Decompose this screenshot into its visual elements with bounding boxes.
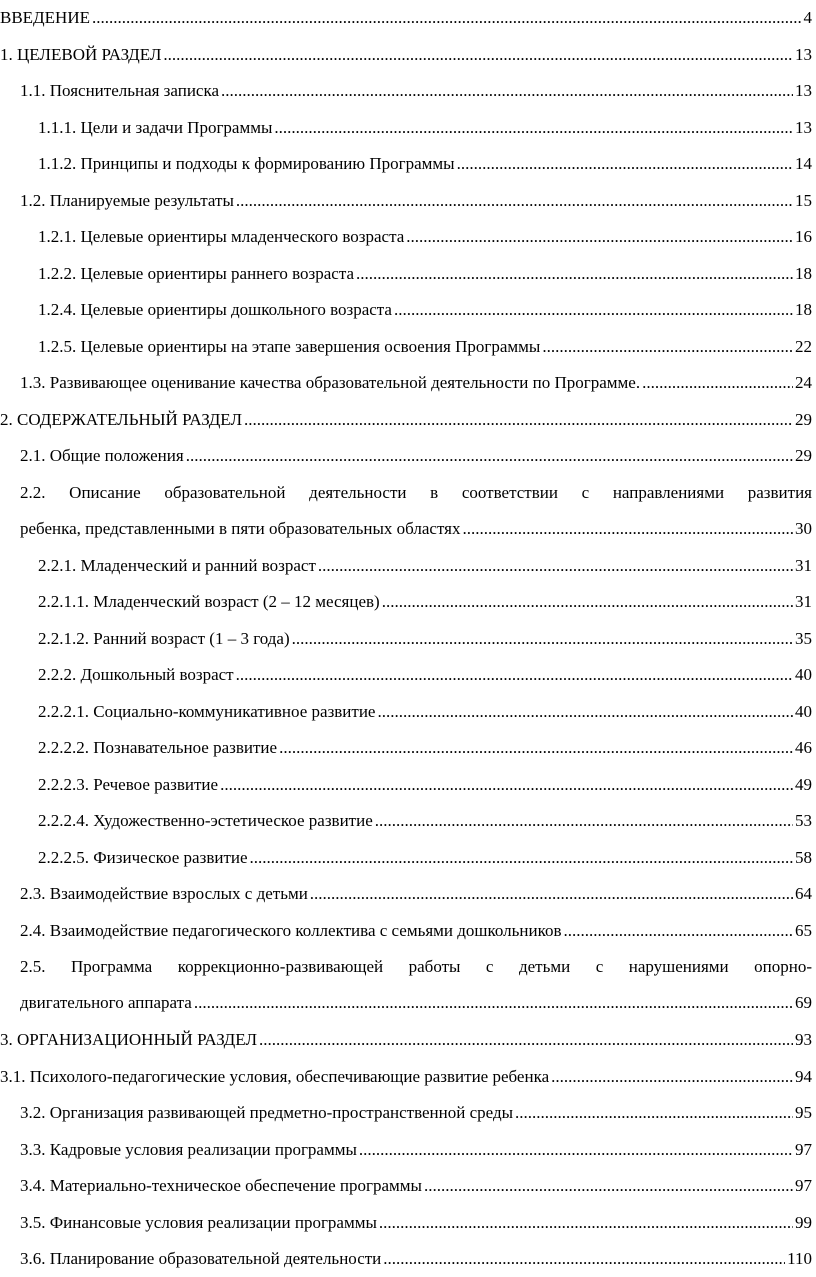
toc-page-number: 58	[795, 847, 812, 867]
toc-leader-dots	[221, 81, 793, 101]
toc-entry-title: 3.1. Психолого-педагогические условия, обеспечивающие развитие ребенка	[0, 1066, 550, 1086]
toc-entry-title-line: 2.2. Описание образовательной деятельности в соответствии с направлениями развития	[20, 482, 812, 502]
toc-entry[interactable]	[0, 438, 816, 474]
toc-entry-title: 3.5. Финансовые условия реализации программы	[20, 1212, 377, 1232]
toc-page-number: 16	[795, 227, 812, 246]
toc-page-number: 97	[795, 1176, 812, 1195]
toc-entry-title: 3.2. Организация развивающей предметно-пространственной среды	[20, 1103, 514, 1122]
toc-entry[interactable]	[0, 876, 816, 912]
toc-leader-dots	[236, 191, 793, 211]
toc-entry-title: двигательного аппарата	[20, 993, 192, 1012]
toc-entry[interactable]	[0, 475, 816, 547]
toc-page-number: 31	[795, 555, 812, 575]
toc-entry-title: 1.2.4. Целевые ориентиры дошкольного возраста	[38, 300, 392, 319]
toc-entry[interactable]	[0, 657, 816, 693]
toc-entry[interactable]	[0, 256, 816, 292]
toc-entry[interactable]	[0, 584, 816, 620]
toc-entry-title: 2.2.2.5. Физическое развитие	[38, 847, 248, 867]
toc-page-number: 35	[795, 628, 812, 648]
toc-page-number: 18	[795, 300, 812, 319]
toc-page-number: 53	[795, 811, 812, 830]
toc-leader-dots	[642, 373, 793, 393]
toc-page-number: 97	[795, 1139, 812, 1159]
toc-page-number: 40	[795, 701, 812, 721]
toc-entry-title: 2.2.2.4. Художественно-эстетическое развитие	[38, 811, 373, 830]
toc-leader-dots	[236, 665, 793, 685]
toc-entry[interactable]	[0, 110, 816, 146]
toc-page-number: 18	[795, 263, 812, 283]
toc-entry[interactable]	[0, 1205, 816, 1241]
toc-page-number: 24	[795, 373, 812, 392]
toc-page-number: 40	[795, 665, 812, 684]
toc-entry-title: 2.4. Взаимодействие педагогического коллектива с семьями дошкольников	[20, 920, 562, 940]
toc-page-number: 69	[795, 993, 812, 1012]
toc-entry-title: 3.3. Кадровые условия реализации программы	[20, 1139, 357, 1159]
toc-page-number: 29	[795, 446, 812, 465]
toc-entry-title: 3.4. Материально-техническое обеспечение программы	[20, 1176, 422, 1195]
toc-entry[interactable]	[0, 913, 816, 949]
toc-page-number: 64	[795, 884, 812, 903]
toc-entry[interactable]	[0, 1022, 816, 1058]
toc-leader-dots	[375, 811, 793, 831]
toc-entry[interactable]	[0, 365, 816, 401]
toc-entry[interactable]	[0, 219, 816, 255]
toc-entry-title: 2.1. Общие положения	[20, 446, 184, 465]
toc-entry[interactable]	[0, 37, 816, 73]
toc-entry[interactable]	[0, 146, 816, 182]
toc-leader-dots	[292, 629, 793, 649]
toc-leader-dots	[186, 446, 793, 466]
toc-entry-title: 3. ОРГАНИЗАЦИОННЫЙ РАЗДЕЛ	[0, 1030, 257, 1049]
toc-leader-dots	[318, 556, 793, 576]
toc-entry-title: 2. СОДЕРЖАТЕЛЬНЫЙ РАЗДЕЛ	[0, 409, 242, 429]
toc-entry[interactable]	[0, 730, 816, 766]
toc-entry-title: 3.6. Планирование образовательной деятельности	[20, 1249, 382, 1268]
toc-entry-title: 1.2. Планируемые результаты	[20, 190, 234, 210]
toc-entry-title: 1.1.1. Цели и задачи Программы	[38, 117, 273, 137]
toc-leader-dots	[92, 8, 802, 28]
toc-page-number: 14	[795, 154, 812, 173]
toc-entry-title: 1.3. Развивающее оценивание качества образовательной деятельности по Программе.	[20, 373, 641, 392]
toc-page-number: 13	[795, 81, 812, 100]
toc-leader-dots	[515, 1103, 793, 1123]
toc-leader-dots	[379, 1213, 793, 1233]
toc-entry-title: 2.3. Взаимодействие взрослых с детьми	[20, 884, 308, 903]
toc-leader-dots	[424, 1176, 793, 1196]
toc-entry-title: 2.2.2.3. Речевое развитие	[38, 774, 219, 794]
toc-leader-dots	[279, 738, 793, 758]
toc-leader-dots	[259, 1030, 793, 1050]
toc-leader-dots	[457, 154, 793, 174]
toc-page-number: 110	[787, 1249, 812, 1268]
toc-leader-dots	[564, 921, 793, 941]
toc-leader-dots	[250, 848, 793, 868]
toc-leader-dots	[463, 519, 793, 539]
toc-page-number: 30	[795, 518, 812, 538]
toc-entry-title: 1.1.2. Принципы и подходы к формированию Программы	[38, 154, 455, 173]
toc-page-number: 93	[795, 1030, 812, 1049]
toc-entry-title: 2.2.2. Дошкольный возраст	[38, 665, 234, 684]
toc-entry[interactable]	[0, 0, 816, 36]
toc-page-number: 46	[795, 738, 812, 757]
toc-entry[interactable]	[0, 949, 816, 1021]
toc-entry[interactable]	[0, 1132, 816, 1168]
toc-leader-dots	[383, 1249, 785, 1269]
toc-leader-dots	[551, 1067, 793, 1087]
toc-entry-title: ребенка, представленными в пяти образовательных областях	[20, 518, 461, 538]
toc-leader-dots	[163, 45, 793, 65]
toc-entry[interactable]	[0, 1168, 816, 1204]
toc-entry[interactable]	[0, 767, 816, 803]
toc-entry[interactable]	[0, 1059, 816, 1095]
toc-entry-title: 1. ЦЕЛЕВОЙ РАЗДЕЛ	[0, 44, 162, 64]
toc-leader-dots	[542, 337, 793, 357]
toc-page-number: 15	[795, 190, 812, 210]
toc-page-number: 13	[795, 44, 812, 64]
toc-leader-dots	[244, 410, 793, 430]
toc-page-number: 99	[795, 1212, 812, 1232]
toc-page-number: 29	[795, 409, 812, 429]
toc-page-number: 31	[795, 592, 812, 611]
toc-leader-dots	[194, 993, 793, 1013]
toc-entry[interactable]	[0, 548, 816, 584]
toc-entry-title: 2.2.1.2. Ранний возраст (1 – 3 года)	[38, 628, 290, 648]
toc-leader-dots	[406, 227, 793, 247]
toc-entry-title: 2.2.2.2. Познавательное развитие	[38, 738, 278, 757]
toc-leader-dots	[377, 702, 793, 722]
toc-entry-title: 1.1. Пояснительная записка	[20, 81, 220, 100]
toc-leader-dots	[356, 264, 793, 284]
toc-entry-title: 1.2.2. Целевые ориентиры раннего возраста	[38, 263, 355, 283]
toc-entry[interactable]	[0, 402, 816, 438]
toc-entry-title: 1.2.1. Целевые ориентиры младенческого возраста	[38, 227, 405, 246]
toc-entry[interactable]	[0, 621, 816, 657]
toc-leader-dots	[274, 118, 793, 138]
toc-leader-dots	[220, 775, 793, 795]
toc-page-number: 49	[795, 774, 812, 794]
toc-entry[interactable]	[0, 292, 816, 328]
toc-page-number: 13	[795, 117, 812, 137]
toc-entry[interactable]	[0, 803, 816, 839]
toc-page-number: 22	[795, 336, 812, 356]
toc-entry[interactable]	[0, 329, 816, 365]
toc-page-number: 94	[795, 1066, 812, 1086]
toc-page-number: 95	[795, 1103, 812, 1122]
toc-leader-dots	[394, 300, 793, 320]
toc-entry-title: 1.2.5. Целевые ориентиры на этапе завершения освоения Программы	[38, 336, 541, 356]
toc-entry-title: 2.2.1. Младенческий и ранний возраст	[38, 555, 316, 575]
toc-entry-title: 2.2.1.1. Младенческий возраст (2 – 12 месяцев)	[38, 592, 380, 611]
toc-entry-title-line: 2.5. Программа коррекционно-развивающей работы с детьми с нарушениями опорно-	[20, 957, 812, 976]
toc-entry-title: ВВЕДЕНИЕ	[0, 8, 90, 27]
toc-leader-dots	[310, 884, 793, 904]
toc-leader-dots	[382, 592, 793, 612]
toc-entry[interactable]	[0, 1241, 816, 1277]
toc-leader-dots	[359, 1140, 793, 1160]
toc-entry[interactable]	[0, 73, 816, 109]
toc-page-number: 4	[803, 8, 812, 27]
toc-entry[interactable]	[0, 1095, 816, 1131]
toc-entry[interactable]	[0, 840, 816, 876]
toc-entry-title: 2.2.2.1. Социально-коммуникативное развитие	[38, 701, 376, 721]
toc-entry[interactable]	[0, 694, 816, 730]
toc-entry[interactable]	[0, 183, 816, 219]
toc-page-number: 65	[795, 920, 812, 940]
